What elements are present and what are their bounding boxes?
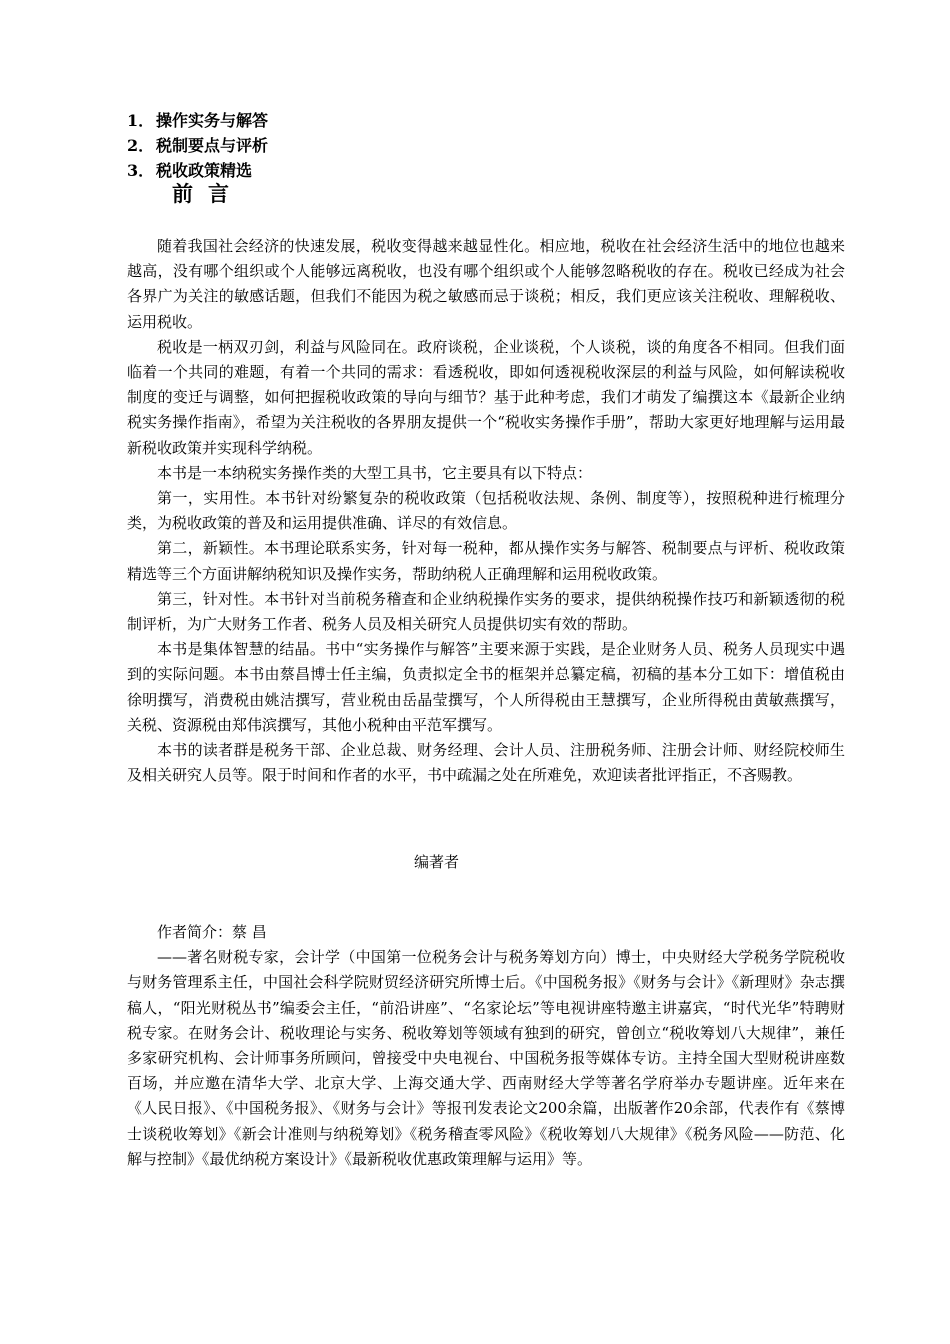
paragraph: 第二，新颖性。本书理论联系实务，针对每一税种，都从操作实务与解答、税制要点与评析、税收政策精选等三个方面讲解纳税知识及操作实务，帮助纳税人正确理解和运用税收政策。 (127, 539, 845, 583)
paragraph: 第三，针对性。本书针对当前税务稽查和企业纳税操作实务的要求，提供纳税操作技巧和新颖透彻的税制评析，为广大财务工作者、税务人员及相关研究人员提供切实有效的帮助。 (127, 589, 845, 634)
paragraph: 本书是一本纳税实务操作类的大型工具书，它主要具有以下特点： (157, 463, 593, 482)
signature: 编著者 (414, 853, 460, 871)
author-bio: ——著名财税专家，会计学（中国第一位税务会计与税务筹划方向）博士，中央财经大学税务学院税收与财务管理系主任，中国社会科学院财贸经济研究所博士后。《中国税务报》《财务与会计》《新理财》杂志撰稿人，“阳光财税丛书”编委会主任，“前沿讲座”、“名家论坛”等电视讲座特邀主讲嘉宾，“时代光华”特聘财税专家。在财务会计、税收理论与实务、税收筹划等领域有独到的研究，曾创立“税收筹划八大规律”，兼任多家研究机构、会计师事务所顾问，曾接受中央电视台、中国税务报等媒体专访。主持全国大型财税讲座数百场，并应邀在清华大学、北京大学、上海交通大学、西南财经大学等著名学府举办专题讲座。近年来在《人民日报》、《中国税务报》、《财务与会计》等报刊发表论文200余篇，出版著作20余部，代表作有《蔡博士谈税收筹划》《新会计准则与纳税筹划》《税务稽查零风险》《税收筹划八大规律》《税务风险——防范、化解与控制》《最优纳税方案设计》《最新税收优惠政策理解与运用》等。 (127, 948, 845, 1168)
list-item-number: 1． (127, 111, 155, 130)
preface-body (127, 234, 845, 788)
list-item-label: 操作实务与解答 (156, 111, 269, 130)
list-item-label: 税制要点与评析 (156, 136, 269, 155)
paragraph: 第一，实用性。本书针对纷繁复杂的税收政策（包括税收法规、条例、制度等），按照税种进行梳理分类，为税收政策的普及和运用提供准确、详尽的有效信息。 (127, 489, 845, 533)
author-section (127, 920, 845, 1172)
paragraph: 随着我国社会经济的快速发展，税收变得越来越显性化。相应地，税收在社会经济生活中的地位也越来越高，没有哪个组织或个人能够远离税收，也没有哪个组织或个人能够忽略税收的存在。税收已经成为社会各界广为关注的敏感话题，但我们不能因为税之敏感而忌于谈税；相反，我们更应该关注税收、理解税收、运用税收。 (127, 237, 845, 331)
page-title: 前言 (172, 181, 244, 206)
list-item-number: 2． (127, 136, 155, 155)
paragraph: 本书的读者群是税务干部、企业总裁、财务经理、会计人员、注册税务师、注册会计师、财经院校师生及相关研究人员等。限于时间和作者的水平，书中疏漏之处在所难免，欢迎读者批评指正，不吝赐教。 (127, 741, 845, 785)
author-heading: 作者简介：蔡 昌 (157, 923, 267, 941)
contents-list (127, 108, 268, 183)
list-item-label: 税收政策精选 (156, 161, 253, 180)
paragraph: 本书是集体智慧的结晶。书中“实务操作与解答”主要来源于实践，是企业财务人员、税务人员现实中遇到的实际问题。本书由蔡昌博士任主编，负责拟定全书的框架并总纂定稿，初稿的基本分工如下：增值税由徐明撰写，消费税由姚洁撰写，营业税由岳晶莹撰写，个人所得税由王慧撰写，企业所得税由黄敏燕撰写，关税、资源税由郑伟滨撰写，其他小税种由平范军撰写。 (127, 640, 845, 734)
list-item (127, 108, 268, 133)
list-item (127, 133, 268, 158)
paragraph: 税收是一柄双刃剑，利益与风险同在。政府谈税，企业谈税，个人谈税，谈的角度各不相同。但我们面临着一个共同的难题，有着一个共同的需求：看透税收，即如何透视税收深层的利益与风险，如何解读税收制度的变迁与调整，如何把握税收政策的导向与细节？基于此种考虑，我们才萌发了编撰这本《最新企业纳税实务操作指南》，希望为关注税收的各界朋友提供一个“税收实务操作手册”，帮助大家更好地理解与运用最新税收政策并实现科学纳税。 (127, 337, 845, 457)
list-item-number: 3． (127, 161, 155, 180)
